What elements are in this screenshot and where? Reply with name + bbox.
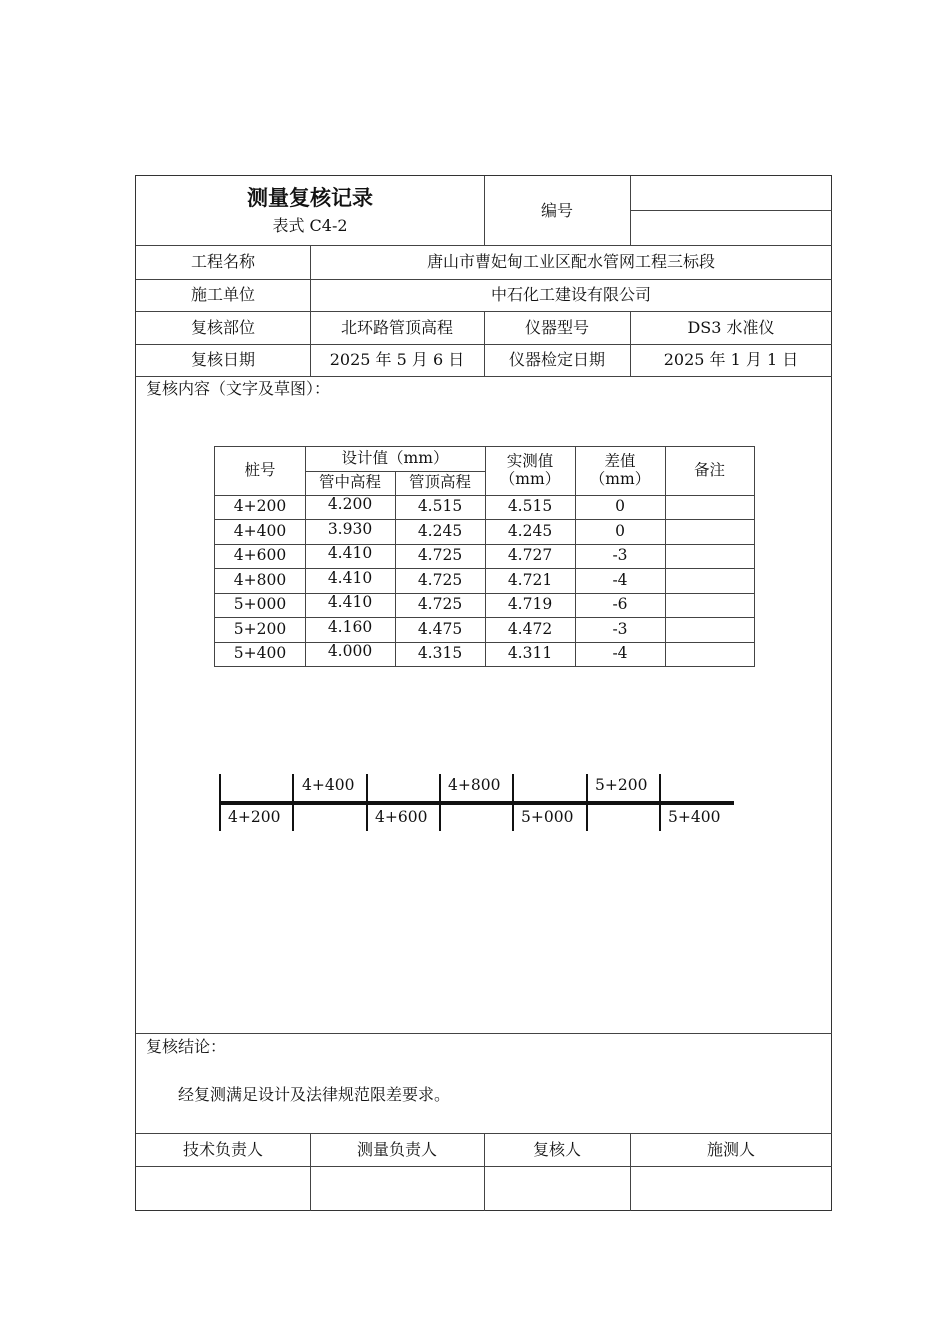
check-date-value: 2025 年 5 月 6 日 <box>329 350 465 370</box>
table-cell: 4.410 <box>327 568 373 587</box>
sketch-label-lower: 5+000 <box>521 808 574 826</box>
table-cell: 5+000 <box>233 595 287 614</box>
table-cell: 4.515 <box>417 497 463 516</box>
station-sketch <box>216 772 736 832</box>
sketch-label-lower: 5+400 <box>668 808 721 826</box>
table-cell: 4.725 <box>417 595 463 614</box>
table-cell: 4.725 <box>417 546 463 565</box>
header-diff <box>575 447 665 495</box>
sketch-label-lower: 4+600 <box>375 808 428 826</box>
table-cell: 4.311 <box>507 644 553 663</box>
contractor-label: 施工单位 <box>190 285 255 305</box>
table-cell: -3 <box>612 546 628 565</box>
table-cell: 4.475 <box>417 619 463 638</box>
header-diff-line2: （mm） <box>589 470 651 488</box>
form-title-block <box>136 176 484 245</box>
table-cell: 4.245 <box>507 521 553 540</box>
table-cell <box>665 519 754 544</box>
table-cell: 3.930 <box>327 519 373 538</box>
table-cell: 4.719 <box>507 595 553 614</box>
header-remark: 备注 <box>693 461 725 480</box>
table-cell: 4.725 <box>417 570 463 589</box>
surveyor-signature[interactable] <box>630 1166 832 1210</box>
measurement-table <box>214 446 755 667</box>
calibration-date-value: 2025 年 1 月 1 日 <box>663 350 799 370</box>
sketch-label-upper: 4+800 <box>448 776 501 794</box>
table-cell: -4 <box>612 570 628 589</box>
table-cell: 4+600 <box>233 546 287 565</box>
instrument-model-value: DS3 水准仪 <box>687 317 775 337</box>
table-cell: 4+200 <box>233 497 287 516</box>
table-cell: 4.160 <box>327 617 373 636</box>
table-cell <box>665 593 754 617</box>
number-field-1[interactable] <box>630 176 832 210</box>
checker-label: 复核人 <box>532 1139 581 1159</box>
table-cell: 4.515 <box>507 497 553 516</box>
table-cell: 4.472 <box>507 619 553 638</box>
table-cell: -3 <box>612 619 628 638</box>
table-cell: 5+400 <box>233 644 287 663</box>
form-title: 测量复核记录 <box>247 186 373 211</box>
number-label: 编号 <box>540 200 573 220</box>
survey-lead-label: 测量负责人 <box>356 1139 437 1159</box>
check-location-label: 复核部位 <box>190 317 255 337</box>
table-cell: -6 <box>612 595 628 614</box>
contractor-value: 中石化工建设有限公司 <box>490 285 651 305</box>
tech-lead-signature[interactable] <box>136 1166 310 1210</box>
project-name-value: 唐山市曹妃甸工业区配水管网工程三标段 <box>426 252 715 272</box>
instrument-model-label: 仪器型号 <box>524 317 589 337</box>
survey-lead-signature[interactable] <box>310 1166 484 1210</box>
checker-signature[interactable] <box>484 1166 630 1210</box>
header-design: 设计值（mm） <box>341 449 449 468</box>
number-field-2[interactable] <box>630 210 832 245</box>
calibration-date-label: 仪器检定日期 <box>508 350 605 370</box>
sketch-label-upper: 5+200 <box>595 776 648 794</box>
table-cell: 0 <box>615 497 625 516</box>
table-cell: 4.200 <box>327 495 373 514</box>
content-label: 复核内容（文字及草图）： <box>146 379 331 399</box>
header-pipe-center: 管中高程 <box>318 473 381 492</box>
header-measured <box>485 447 575 495</box>
table-cell: 0 <box>615 521 625 540</box>
table-cell: -4 <box>612 644 628 663</box>
surveyor-label: 施测人 <box>706 1139 755 1159</box>
conclusion-text: 经复测满足设计及法律规范限差要求。 <box>178 1085 451 1105</box>
tech-lead-label: 技术负责人 <box>182 1139 263 1159</box>
table-cell <box>665 568 754 593</box>
header-measured-line2: （mm） <box>499 470 561 488</box>
table-cell <box>665 495 754 519</box>
table-cell: 4.410 <box>327 593 373 612</box>
table-cell: 5+200 <box>233 619 287 638</box>
table-cell <box>665 544 754 568</box>
survey-check-form <box>135 175 832 1211</box>
table-cell: 4+400 <box>233 521 287 540</box>
sketch-label-upper: 4+400 <box>302 776 355 794</box>
sketch-label-lower: 4+200 <box>228 808 281 826</box>
header-station: 桩号 <box>244 461 276 480</box>
table-cell <box>665 642 754 666</box>
table-cell: 4.000 <box>327 642 373 661</box>
table-cell: 4.315 <box>417 644 463 663</box>
check-date-label: 复核日期 <box>190 350 255 370</box>
form-code: 表式 C4-2 <box>272 215 348 235</box>
header-pipe-top: 管顶高程 <box>408 473 471 492</box>
table-cell <box>665 617 754 642</box>
check-location-value: 北环路管顶高程 <box>340 317 453 337</box>
header-measured-line1: 实测值 <box>506 452 554 471</box>
project-name-label: 工程名称 <box>190 252 255 272</box>
table-cell: 4.727 <box>507 546 553 565</box>
table-cell: 4.245 <box>417 521 463 540</box>
table-cell: 4.410 <box>327 544 373 563</box>
conclusion-label: 复核结论： <box>146 1037 227 1057</box>
table-cell: 4+800 <box>233 570 287 589</box>
header-diff-line1: 差值 <box>604 452 636 471</box>
table-cell: 4.721 <box>507 570 553 589</box>
